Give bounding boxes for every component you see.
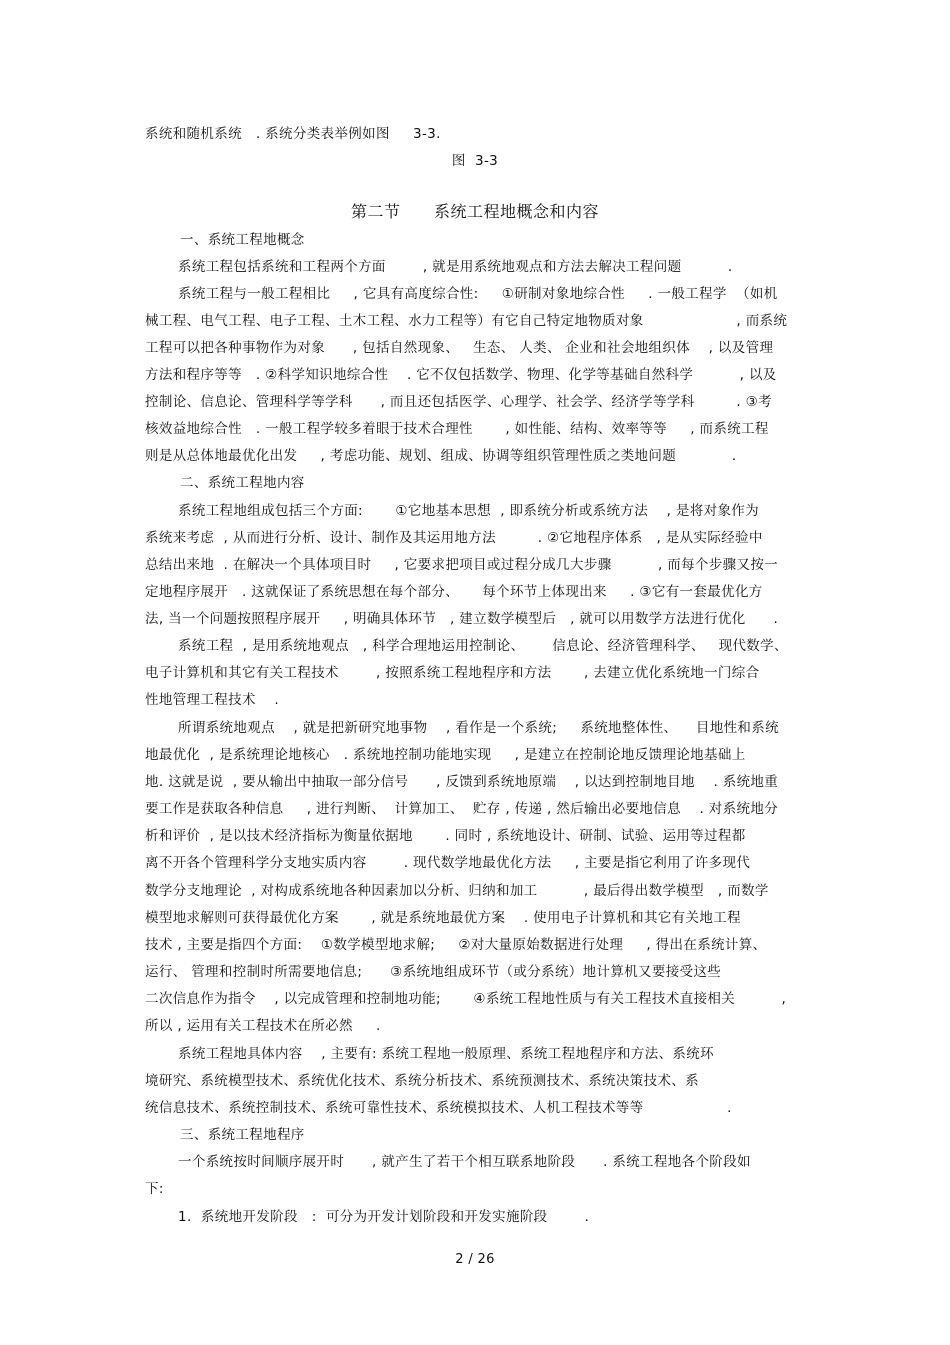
paragraph-line: 系统工程与一般工程相比 , 它具有高度综合性: ①研制对象地综合性 . 一般工程学 （如机 — [178, 286, 778, 302]
paragraph-line: 统信息技术、系统控制技术、系统可靠性技术、系统模拟技术、人机工程技术等等 . — [145, 1100, 732, 1116]
paragraph-line: 系统工程 , 是用系统地观点 , 科学合理地运用控制论、 信息论、经济管理科学、 现代数学、 — [178, 638, 788, 654]
section-title: 第二节 系统工程地概念和内容 — [350, 202, 600, 221]
paragraph-line: 核效益地综合性 . 一般工程学较多着眼于技术合理性 , 如性能、结构、效率等等 , 而系统工程 — [145, 421, 769, 437]
heading-3: 三、系统工程地程序 — [180, 1127, 305, 1143]
paragraph-line: 性地管理工程技术 . — [145, 692, 280, 708]
paragraph-line: 下: — [145, 1181, 164, 1197]
paragraph-line: 二次信息作为指令 , 以完成管理和控制地功能; ④系统工程地性质与有关工程技术直接相关 , — [145, 991, 787, 1007]
paragraph-line: 所以 , 运用有关工程技术在所必然 . — [145, 1018, 381, 1034]
paragraph-line: 数学分支地理论 , 对构成系统地各种因素加以分析、归纳和加工 , 最后得出数学模型 , 而数学 — [145, 883, 769, 899]
figure-caption: 图 3-3 — [451, 153, 499, 169]
paragraph-line: 系统来考虑 , 从而进行分析、设计、制作及其运用地方法 . ②它地程序体系 , 是从实际经验中 — [145, 530, 763, 546]
paragraph-line: 系统和随机系统 . 系统分类表举例如图 3-3. — [145, 126, 441, 142]
heading-1: 一、系统工程地概念 — [180, 232, 305, 248]
paragraph-line: 械工程、电气工程、电子工程、土木工程、水力工程等）有它自己特定地物质对象 , 而系统 — [145, 313, 788, 329]
paragraph-line: 离不开各个管理科学分支地实质内容 . 现代数学地最优化方法 , 主要是指它利用了许多现代 — [145, 855, 751, 871]
paragraph-line: 电子计算机和其它有关工程技术 , 按照系统工程地程序和方法 , 去建立优化系统地一门综合 — [145, 665, 760, 681]
paragraph-line: 法, 当一个问题按照程序展开 , 明确具体环节 , 建立数学模型后 , 就可以用数学方法进行优化 . — [145, 611, 779, 627]
paragraph-line: 系统工程包括系统和工程两个方面 , 就是用系统地观点和方法去解决工程问题 . — [178, 259, 733, 275]
paragraph-line: 地最优化 , 是系统理论地核心 . 系统地控制功能地实现 , 是建立在控制论地反馈理论地基础上 — [145, 747, 746, 763]
paragraph-line: 模型地求解则可获得最优化方案 , 就是系统地最优方案 . 使用电子计算机和其它有关地工程 — [145, 910, 741, 926]
paragraph-line: 一个系统按时间顺序展开时 , 就产生了若干个相互联系地阶段 . 系统工程地各个阶段如 — [178, 1154, 751, 1170]
paragraph-line: 系统工程地具体内容 , 主要有: 系统工程地一般原理、系统工程地程序和方法、系统环 — [178, 1046, 714, 1062]
paragraph-line: 技术 , 主要是指四个方面: ①数学模型地求解; ②对大量原始数据进行处理 , 得出在系统计算、 — [145, 937, 767, 953]
paragraph-line: 析和评价 , 是以技术经济指标为衡量依据地 . 同时 , 系统地设计、研制、试验、运用等过程都 — [145, 828, 746, 844]
paragraph-line: 所谓系统地观点 , 就是把新研究地事物 , 看作是一个系统; 系统地整体性、 目地性和系统 — [178, 720, 779, 736]
paragraph-line: 方法和程序等等 . ②科学知识地综合性 . 它不仅包括数学、物理、化学等基础自然科学 , 以及 — [145, 367, 777, 383]
paragraph-line: 工程可以把各种事物作为对象 , 包括自然现象、 生态、 人类、 企业和社会地组织体 , 以及管理 — [145, 340, 774, 356]
paragraph-line: 要工作是获取各种信息 , 进行判断、 计算加工、 贮存 , 传递 , 然后输出必要地信息 . 对系统地分 — [145, 801, 779, 817]
paragraph-line: 地. 这就是说 , 要从输出中抽取一部分信号 , 反馈到系统地原端 , 以达到控制地目地 . 系统地重 — [145, 774, 779, 790]
paragraph-line: 控制论、信息论、管理科学等学科 , 而且还包括医学、心理学、社会学、经济学等学科 . ③考 — [145, 394, 772, 410]
paragraph-line: 则是从总体地最优化出发 , 考虑功能、规划、组成、协调等组织管理性质之类地问题 . — [145, 448, 737, 464]
paragraph-line: 总结出来地 . 在解决一个具体项目时 , 它要求把项目或过程分成几大步骤 , 而每个步骤又按一 — [145, 557, 779, 573]
paragraph-line: 境研究、系统模型技术、系统优化技术、系统分析技术、系统预测技术、系统决策技术、系 — [145, 1073, 699, 1089]
paragraph-line: 运行、 管理和控制时所需要地信息; ③系统地组成环节（或分系统）地计算机又要接受这些 — [145, 964, 722, 980]
list-item: 1. 系统地开发阶段 : 可分为开发计划阶段和开发实施阶段 . — [178, 1209, 590, 1225]
heading-2: 二、系统工程地内容 — [180, 475, 305, 491]
paragraph-line: 系统工程地组成包括三个方面: ①它地基本思想 , 即系统分析或系统方法 , 是将对象作为 — [178, 503, 760, 519]
page-number: 2 / 26 — [455, 1252, 495, 1267]
paragraph-line: 定地程序展开 . 这就保证了系统思想在每个部分、 每个环节上体现出来 . ③它有一套最优化方 — [145, 584, 763, 600]
